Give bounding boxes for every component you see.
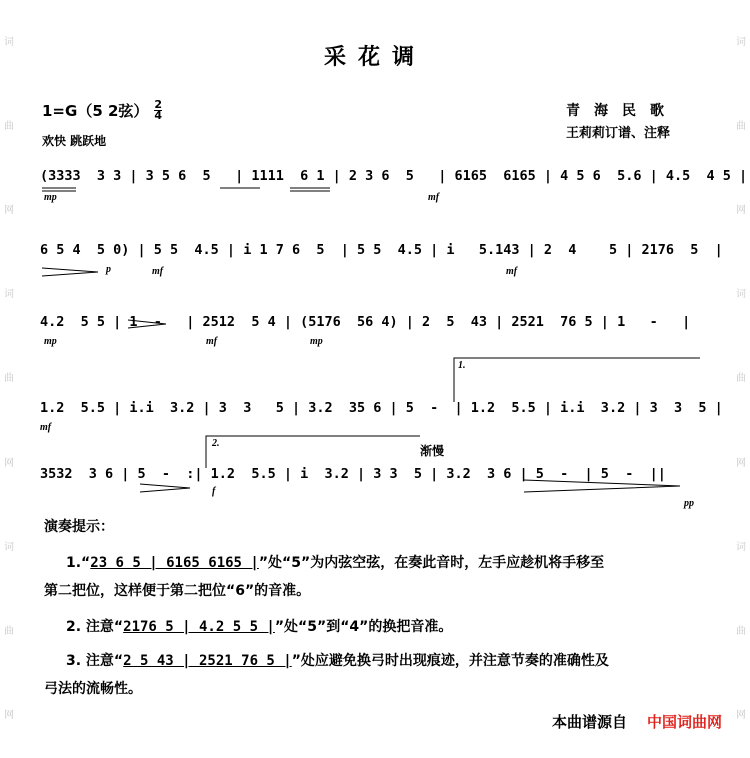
score-line-5 xyxy=(40,438,700,509)
watermark-char: 网 xyxy=(736,457,746,469)
tip-text: ”处应避免换弓时出现痕迹，并注意节奏的准确性及 xyxy=(291,653,609,669)
watermark-char: 曲 xyxy=(736,626,746,638)
score-line-4 xyxy=(40,360,723,442)
key-label: 1=G（5 2弦） xyxy=(42,102,149,120)
tip-prefix: 2. 注意“ xyxy=(66,619,124,635)
watermark-char: 曲 xyxy=(4,373,14,385)
dynamic-mark: mf xyxy=(506,266,518,277)
source-site-link[interactable]: 中国词曲网 xyxy=(646,713,722,731)
watermark-char: 词 xyxy=(736,36,746,48)
ritardando: 渐慢 xyxy=(420,444,445,458)
watermark-left xyxy=(2,0,16,758)
notation-line: 3532 3 6 | 5 - :| 1.2 5.5 | i 3.2 | 3 3 5 | 3.2 3 6 | 5 - | 5 - || xyxy=(40,466,666,482)
tip-notes: 2 5 43 | 2521 76 5 | xyxy=(123,653,292,669)
dynamic-mark: mp xyxy=(310,336,323,347)
underlines xyxy=(40,166,748,210)
watermark-char: 曲 xyxy=(736,120,746,132)
hairpins xyxy=(40,464,700,508)
time-signature xyxy=(154,100,162,121)
key-signature xyxy=(42,100,162,121)
volta-1: 1. xyxy=(458,360,466,371)
tip-text: ”处“5”为内弦空弦，在奏此音时，左手应趁机将手移至 xyxy=(258,555,605,571)
dynamic-mark: mf xyxy=(206,336,218,347)
watermark-char: 网 xyxy=(736,205,746,217)
dynamic-mark: mf xyxy=(40,422,52,433)
watermark-right xyxy=(734,0,748,758)
score-title: 采花调 xyxy=(323,45,426,70)
dynamic-mark: mf xyxy=(152,266,164,277)
notation-line: (3333 3 3 | 3 5 6 5 | 1111 6 1 | 2 3 6 5 | 6165 6165 | 4 5 6 5.6 | 4.5 4 5 | xyxy=(40,168,748,184)
genre-label: 青海民歌 xyxy=(566,103,678,119)
score-line-1 xyxy=(40,166,748,210)
tip-3-continuation: 弓法的流畅性。 xyxy=(44,681,142,697)
tip-text: ”处“5”到“4”的换把音准。 xyxy=(274,619,453,635)
watermark-char: 网 xyxy=(4,710,14,722)
time-bottom: 4 xyxy=(154,109,163,122)
score-line-2 xyxy=(40,240,723,284)
tip-1-continuation: 第二把位，这样便于第二把位“6”的音准。 xyxy=(44,583,311,599)
volta-bracket xyxy=(40,398,723,442)
tip-notes: 2176 5 | 4.2 5 5 | xyxy=(123,619,275,635)
source-label: 本曲谱源自 xyxy=(551,713,627,731)
dynamic-mark: mp xyxy=(44,192,57,203)
hairpin xyxy=(40,240,723,284)
watermark-char: 词 xyxy=(736,289,746,301)
tip-prefix: 1.“ xyxy=(66,555,91,571)
watermark-char: 词 xyxy=(736,541,746,553)
tips-heading: 演奏提示： xyxy=(44,519,114,535)
dynamic-mark: mp xyxy=(44,336,57,347)
tip-prefix: 3. 注意“ xyxy=(66,653,124,669)
notation-line: 4.2 5 5 | 1 - | 2512 5 4 | (5176 56 4) | 2 5 43 | 2521 76 5 | 1 - | xyxy=(40,314,691,330)
watermark-char: 曲 xyxy=(4,120,14,132)
tempo-marking: 欢快 跳跃地 xyxy=(42,134,107,148)
watermark-char: 网 xyxy=(736,710,746,722)
watermark-char: 曲 xyxy=(4,626,14,638)
dynamic-mark: f xyxy=(212,486,216,497)
tip-1 xyxy=(66,552,604,572)
dynamic-mark: pp xyxy=(684,498,694,509)
watermark-char: 曲 xyxy=(736,373,746,385)
hairpin xyxy=(40,312,700,356)
watermark-char: 词 xyxy=(4,541,14,553)
watermark-char: 网 xyxy=(4,205,14,217)
score-line-3 xyxy=(40,312,700,356)
watermark-char: 网 xyxy=(4,457,14,469)
notation-line: 1.2 5.5 | i.i 3.2 | 3 3 5 | 3.2 35 6 | 5 - | 1.2 5.5 | i.i 3.2 | 3 3 5 | xyxy=(40,400,723,416)
dynamic-mark: p xyxy=(106,264,111,275)
time-top: 2 xyxy=(154,98,163,111)
tip-2 xyxy=(66,616,452,636)
notation-line: 6 5 4 5 0) | 5 5 4.5 | i 1 7 6 5 | 5 5 4.5 | i 5.143 | 2 4 5 | 2176 5 | xyxy=(40,242,723,258)
tip-notes: 23 6 5 | 6165 6165 | xyxy=(90,555,259,571)
tip-3 xyxy=(66,650,609,670)
watermark-char: 词 xyxy=(4,36,14,48)
watermark-char: 词 xyxy=(4,289,14,301)
volta-2: 2. xyxy=(212,438,220,449)
source-credit xyxy=(552,711,722,732)
arranger-credit: 王莉莉订谱、注释 xyxy=(566,126,671,141)
dynamic-mark: mf xyxy=(428,192,440,203)
